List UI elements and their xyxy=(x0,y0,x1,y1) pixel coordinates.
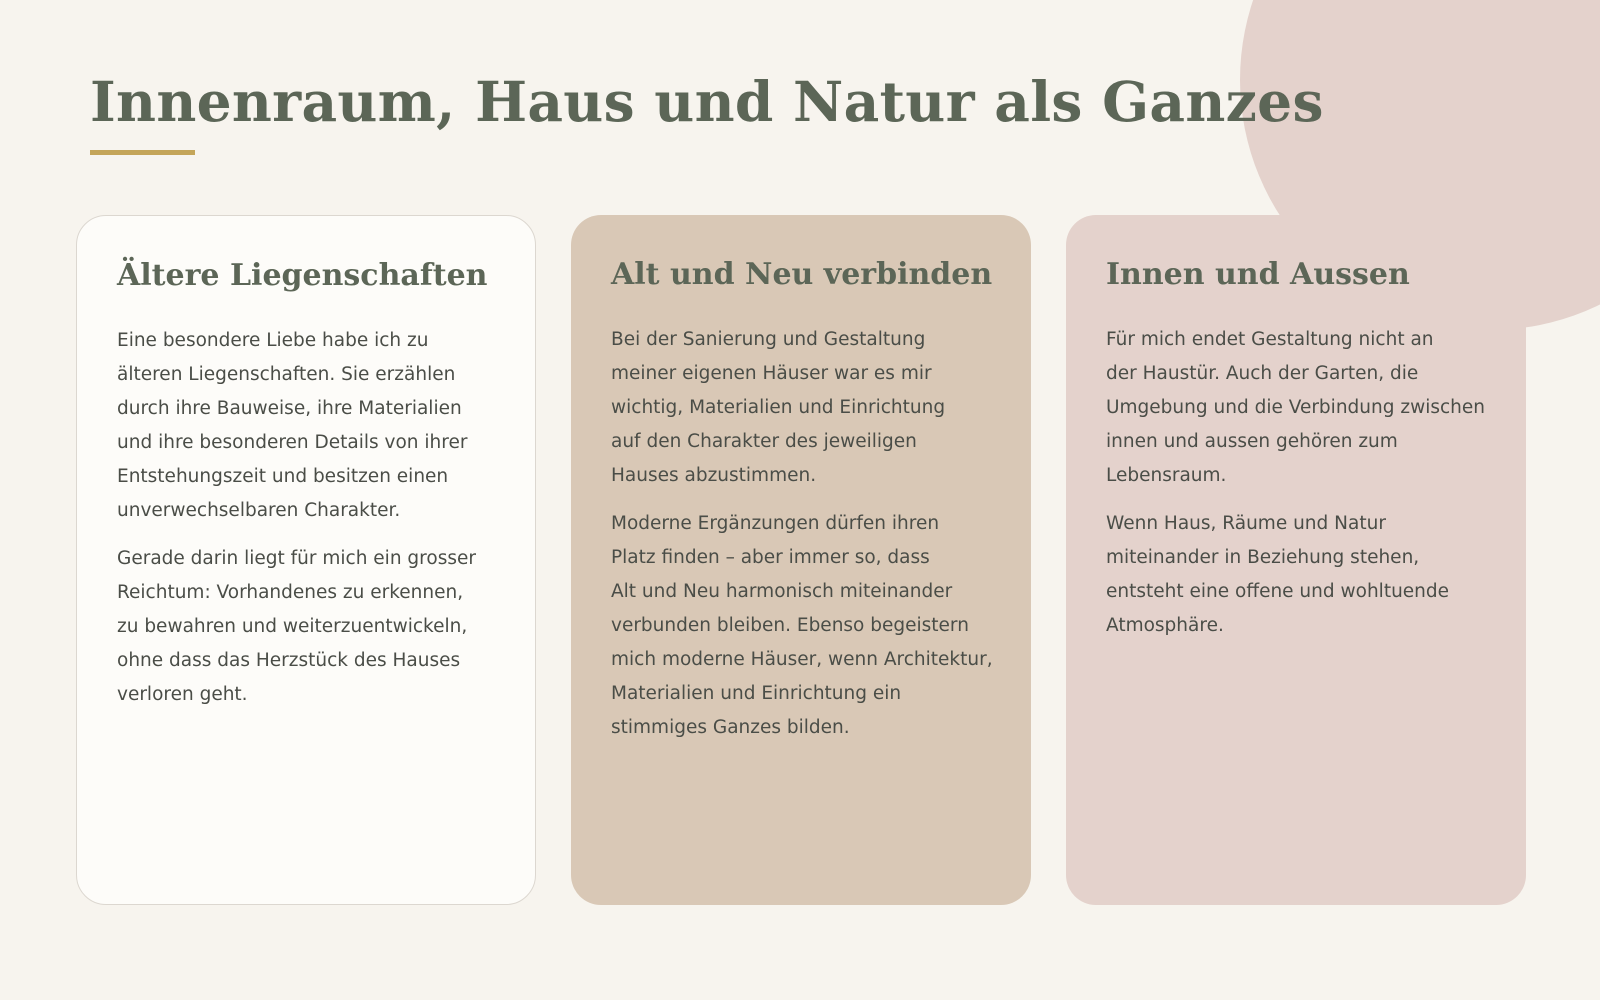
card-paragraph xyxy=(611,323,1031,493)
card-paragraph xyxy=(611,507,1031,745)
title-underline xyxy=(90,150,195,155)
text-line: Umgebung und die Verbindung zwischen xyxy=(1106,397,1485,418)
text-line: entsteht eine offene und wohltuende xyxy=(1106,581,1450,602)
text-line: älteren Liegenschaften. Sie erzählen xyxy=(117,364,456,385)
text-line: stimmiges Ganzes bilden. xyxy=(611,717,850,738)
text-line: Entstehungszeit und besitzen einen xyxy=(117,466,449,487)
text-line: Wenn Haus, Räume und Natur xyxy=(1106,513,1386,534)
text-line: Alt und Neu harmonisch miteinander xyxy=(611,581,953,602)
text-line: meiner eigenen Häuser war es mir xyxy=(611,363,932,384)
text-line: Materialien und Einrichtung ein xyxy=(611,683,902,704)
text-line: Gerade darin liegt für mich ein grosser xyxy=(117,548,476,569)
card-innen-und-aussen xyxy=(1066,215,1526,905)
text-line: verbunden bleiben. Ebenso begeistern xyxy=(611,615,969,636)
text-line: miteinander in Beziehung stehen, xyxy=(1106,547,1420,568)
card-alt-und-neu-verbinden xyxy=(571,215,1031,905)
card-paragraph xyxy=(1106,323,1526,493)
text-line: Moderne Ergänzungen dürfen ihren xyxy=(611,513,940,534)
text-line: mich moderne Häuser, wenn Architektur, xyxy=(611,649,993,670)
card-title: Ältere Liegenschaften xyxy=(117,258,488,293)
text-line: Reichtum: Vorhandenes zu erkennen, xyxy=(117,582,464,603)
text-line: der Haustür. Auch der Garten, die xyxy=(1106,363,1419,384)
text-line: wichtig, Materialien und Einrichtung xyxy=(611,397,946,418)
card-paragraph xyxy=(117,324,535,528)
card-aeltere-liegenschaften xyxy=(76,215,536,905)
text-line: unverwechselbaren Charakter. xyxy=(117,500,401,521)
text-line: Eine besondere Liebe habe ich zu xyxy=(117,330,429,351)
text-line: zu bewahren und weiterzuentwickeln, xyxy=(117,616,468,637)
text-line: durch ihre Bauweise, ihre Materialien xyxy=(117,398,462,419)
text-line: Für mich endet Gestaltung nicht an xyxy=(1106,329,1434,350)
card-title: Innen und Aussen xyxy=(1106,257,1410,292)
text-line: Platz finden – aber immer so, dass xyxy=(611,547,930,568)
text-line: und ihre besonderen Details von ihrer xyxy=(117,432,468,453)
text-line: Lebensraum. xyxy=(1106,465,1227,486)
text-line: auf den Charakter des jeweiligen xyxy=(611,431,917,452)
text-line: Hauses abzustimmen. xyxy=(611,465,817,486)
card-title: Alt und Neu verbinden xyxy=(611,257,993,292)
text-line: innen und aussen gehören zum xyxy=(1106,431,1398,452)
card-paragraph xyxy=(117,542,535,712)
text-line: ohne dass das Herzstück des Hauses xyxy=(117,650,461,671)
text-line: Bei der Sanierung und Gestaltung xyxy=(611,329,926,350)
text-line: Atmosphäre. xyxy=(1106,615,1224,636)
page-title: Innenraum, Haus und Natur als Ganzes xyxy=(90,69,1324,134)
card-paragraph xyxy=(1106,507,1526,643)
text-line: verloren geht. xyxy=(117,684,248,705)
